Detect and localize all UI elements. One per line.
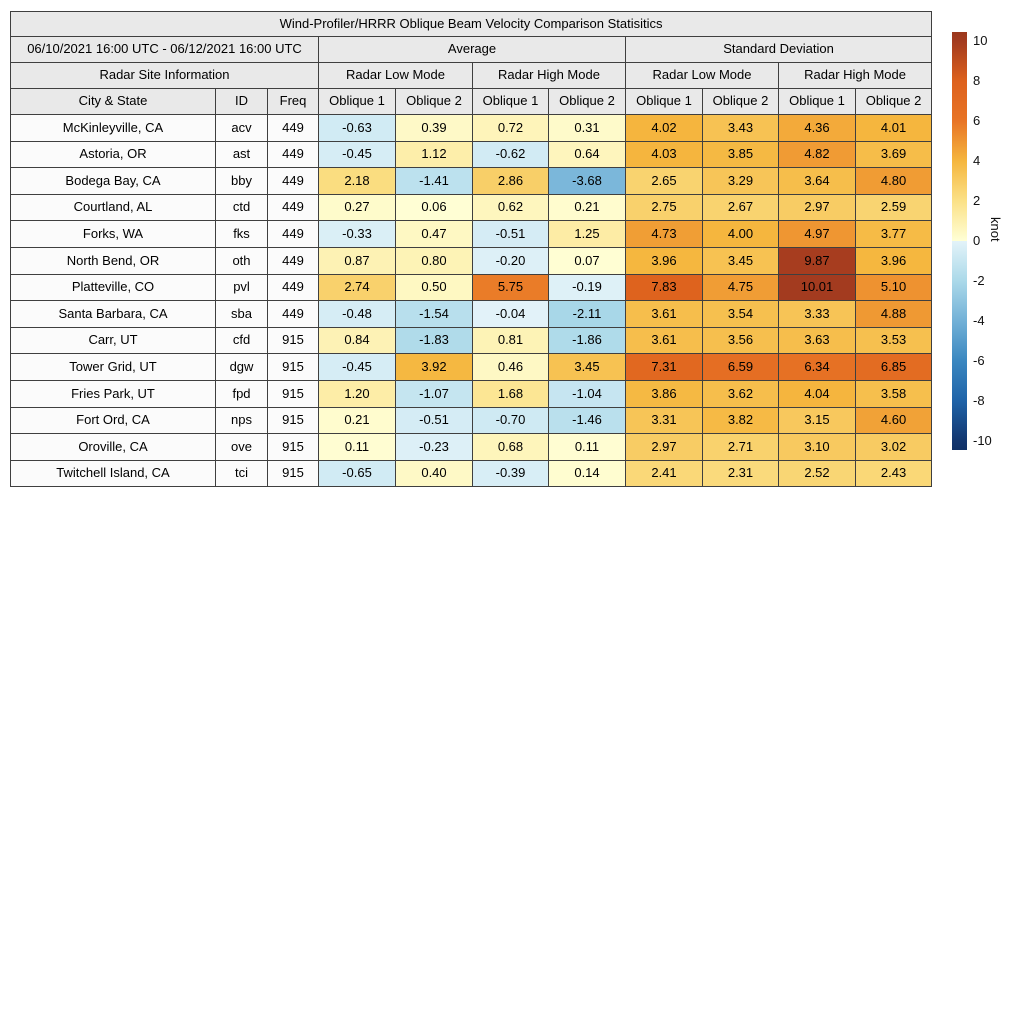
value-cell: 0.07 <box>549 247 626 274</box>
value-cell: -0.48 <box>319 301 396 328</box>
value-cell: 4.60 <box>856 407 932 434</box>
col-header-city-state: City & State <box>11 89 216 115</box>
group-header-std-dev: Standard Deviation <box>626 37 932 63</box>
value-cell: 3.43 <box>703 115 779 142</box>
value-cell: 0.87 <box>319 247 396 274</box>
freq-cell: 449 <box>268 221 319 248</box>
value-cell: 0.50 <box>396 274 473 301</box>
statistics-table <box>10 11 932 487</box>
col-header-oblique2-avg-high: Oblique 2 <box>549 89 626 115</box>
value-cell: 3.61 <box>626 301 703 328</box>
col-header-freq: Freq <box>268 89 319 115</box>
colorbar-gradient <box>952 32 967 450</box>
value-cell: 2.74 <box>319 274 396 301</box>
freq-cell: 915 <box>268 407 319 434</box>
value-cell: 0.47 <box>396 221 473 248</box>
value-cell: 3.15 <box>779 407 856 434</box>
mode-header-avg-low: Radar Low Mode <box>319 63 473 89</box>
value-cell: 3.58 <box>856 380 932 407</box>
site-id-cell: bby <box>216 168 268 195</box>
value-cell: 0.81 <box>473 327 549 354</box>
value-cell: 0.21 <box>319 407 396 434</box>
city-cell: Bodega Bay, CA <box>11 168 216 195</box>
colorbar-area <box>952 32 1024 450</box>
colorbar-tick-label: 0 <box>973 233 981 248</box>
table-row <box>11 141 932 168</box>
value-cell: 4.80 <box>856 168 932 195</box>
site-id-cell: pvl <box>216 274 268 301</box>
value-cell: 4.01 <box>856 115 932 142</box>
city-cell: Oroville, CA <box>11 434 216 461</box>
value-cell: -1.07 <box>396 380 473 407</box>
value-cell: 0.21 <box>549 194 626 221</box>
mode-header-std-low: Radar Low Mode <box>626 63 779 89</box>
city-cell: Courtland, AL <box>11 194 216 221</box>
mode-header-avg-high: Radar High Mode <box>473 63 626 89</box>
table-row <box>11 168 932 195</box>
value-cell: 10.01 <box>779 274 856 301</box>
value-cell: -1.83 <box>396 327 473 354</box>
colorbar-tick-label: -10 <box>973 433 992 448</box>
value-cell: 4.03 <box>626 141 703 168</box>
value-cell: 2.59 <box>856 194 932 221</box>
site-id-cell: acv <box>216 115 268 142</box>
value-cell: 0.62 <box>473 194 549 221</box>
value-cell: 6.85 <box>856 354 932 381</box>
freq-cell: 449 <box>268 194 319 221</box>
value-cell: -0.23 <box>396 434 473 461</box>
value-cell: 4.73 <box>626 221 703 248</box>
chart-title: Wind-Profiler/HRRR Oblique Beam Velocity Comparison Statisitics <box>11 12 932 37</box>
city-cell: Tower Grid, UT <box>11 354 216 381</box>
city-cell: McKinleyville, CA <box>11 115 216 142</box>
value-cell: 4.36 <box>779 115 856 142</box>
value-cell: 4.04 <box>779 380 856 407</box>
value-cell: 7.83 <box>626 274 703 301</box>
value-cell: 3.31 <box>626 407 703 434</box>
freq-cell: 449 <box>268 301 319 328</box>
value-cell: 4.75 <box>703 274 779 301</box>
value-cell: 0.64 <box>549 141 626 168</box>
col-header-oblique2-avg-low: Oblique 2 <box>396 89 473 115</box>
colorbar-tick-label: -2 <box>973 273 985 288</box>
value-cell: -0.33 <box>319 221 396 248</box>
value-cell: 0.27 <box>319 194 396 221</box>
colorbar-tick-label: 10 <box>973 32 988 48</box>
table-row <box>11 327 932 354</box>
group-header-row <box>11 37 932 63</box>
value-cell: 0.40 <box>396 460 473 487</box>
site-id-cell: fpd <box>216 380 268 407</box>
value-cell: -1.54 <box>396 301 473 328</box>
value-cell: 0.80 <box>396 247 473 274</box>
value-cell: 0.72 <box>473 115 549 142</box>
city-cell: Platteville, CO <box>11 274 216 301</box>
freq-cell: 449 <box>268 141 319 168</box>
site-id-cell: ast <box>216 141 268 168</box>
value-cell: 9.87 <box>779 247 856 274</box>
col-header-oblique1-std-high: Oblique 1 <box>779 89 856 115</box>
freq-cell: 449 <box>268 115 319 142</box>
value-cell: 2.41 <box>626 460 703 487</box>
value-cell: 3.53 <box>856 327 932 354</box>
table-row <box>11 221 932 248</box>
table-row <box>11 115 932 142</box>
table-row <box>11 434 932 461</box>
value-cell: 0.11 <box>319 434 396 461</box>
table-row <box>11 274 932 301</box>
site-id-cell: nps <box>216 407 268 434</box>
value-cell: 2.97 <box>779 194 856 221</box>
site-id-cell: sba <box>216 301 268 328</box>
value-cell: 3.69 <box>856 141 932 168</box>
site-id-cell: fks <box>216 221 268 248</box>
value-cell: 1.20 <box>319 380 396 407</box>
value-cell: 3.54 <box>703 301 779 328</box>
value-cell: 7.31 <box>626 354 703 381</box>
value-cell: 3.02 <box>856 434 932 461</box>
value-cell: 2.97 <box>626 434 703 461</box>
value-cell: 3.85 <box>703 141 779 168</box>
value-cell: 0.46 <box>473 354 549 381</box>
value-cell: -3.68 <box>549 168 626 195</box>
city-cell: North Bend, OR <box>11 247 216 274</box>
col-header-oblique2-std-low: Oblique 2 <box>703 89 779 115</box>
table-row <box>11 354 932 381</box>
value-cell: 3.45 <box>703 247 779 274</box>
value-cell: 2.86 <box>473 168 549 195</box>
value-cell: 1.68 <box>473 380 549 407</box>
value-cell: 4.82 <box>779 141 856 168</box>
value-cell: 0.31 <box>549 115 626 142</box>
freq-cell: 449 <box>268 247 319 274</box>
value-cell: 3.62 <box>703 380 779 407</box>
city-cell: Santa Barbara, CA <box>11 301 216 328</box>
value-cell: 3.82 <box>703 407 779 434</box>
colorbar-unit-label: knot <box>988 217 1003 242</box>
value-cell: 0.11 <box>549 434 626 461</box>
value-cell: 1.25 <box>549 221 626 248</box>
group-header-average: Average <box>319 37 626 63</box>
value-cell: 3.56 <box>703 327 779 354</box>
value-cell: 3.77 <box>856 221 932 248</box>
colorbar-tick-label: 8 <box>973 73 981 88</box>
freq-cell: 915 <box>268 380 319 407</box>
title-row <box>11 12 932 37</box>
col-header-oblique1-std-low: Oblique 1 <box>626 89 703 115</box>
site-id-cell: cfd <box>216 327 268 354</box>
value-cell: -1.86 <box>549 327 626 354</box>
value-cell: 0.14 <box>549 460 626 487</box>
value-cell: -0.65 <box>319 460 396 487</box>
column-header-row <box>11 89 932 115</box>
freq-cell: 915 <box>268 460 319 487</box>
value-cell: 3.45 <box>549 354 626 381</box>
colorbar-tick-label: 2 <box>973 193 981 208</box>
colorbar-tick-label: -6 <box>973 353 985 368</box>
value-cell: 0.06 <box>396 194 473 221</box>
value-cell: -1.46 <box>549 407 626 434</box>
table-row <box>11 301 932 328</box>
mode-header-row <box>11 63 932 89</box>
site-id-cell: ctd <box>216 194 268 221</box>
value-cell: -0.45 <box>319 141 396 168</box>
city-cell: Carr, UT <box>11 327 216 354</box>
value-cell: -0.70 <box>473 407 549 434</box>
table-row <box>11 380 932 407</box>
mode-header-std-high: Radar High Mode <box>779 63 932 89</box>
value-cell: 6.59 <box>703 354 779 381</box>
radar-site-info-header: Radar Site Information <box>11 63 319 89</box>
value-cell: 3.86 <box>626 380 703 407</box>
freq-cell: 449 <box>268 168 319 195</box>
value-cell: 3.61 <box>626 327 703 354</box>
freq-cell: 915 <box>268 354 319 381</box>
freq-cell: 915 <box>268 327 319 354</box>
value-cell: -0.45 <box>319 354 396 381</box>
value-cell: 3.96 <box>626 247 703 274</box>
value-cell: -0.63 <box>319 115 396 142</box>
value-cell: 2.67 <box>703 194 779 221</box>
value-cell: 4.02 <box>626 115 703 142</box>
table-body <box>11 115 932 487</box>
value-cell: 3.64 <box>779 168 856 195</box>
col-header-oblique1-avg-high: Oblique 1 <box>473 89 549 115</box>
site-id-cell: dgw <box>216 354 268 381</box>
value-cell: -0.51 <box>396 407 473 434</box>
colorbar-tick-label: 6 <box>973 113 981 128</box>
value-cell: 2.52 <box>779 460 856 487</box>
value-cell: 6.34 <box>779 354 856 381</box>
statistics-table-area <box>10 11 932 487</box>
site-id-cell: oth <box>216 247 268 274</box>
value-cell: 0.39 <box>396 115 473 142</box>
value-cell: -1.41 <box>396 168 473 195</box>
value-cell: -0.04 <box>473 301 549 328</box>
city-cell: Twitchell Island, CA <box>11 460 216 487</box>
value-cell: 3.29 <box>703 168 779 195</box>
col-header-id: ID <box>216 89 268 115</box>
site-id-cell: ove <box>216 434 268 461</box>
value-cell: -0.62 <box>473 141 549 168</box>
table-row <box>11 247 932 274</box>
value-cell: 0.68 <box>473 434 549 461</box>
value-cell: 4.00 <box>703 221 779 248</box>
value-cell: 0.84 <box>319 327 396 354</box>
value-cell: 3.96 <box>856 247 932 274</box>
value-cell: 2.43 <box>856 460 932 487</box>
value-cell: 2.18 <box>319 168 396 195</box>
value-cell: 5.10 <box>856 274 932 301</box>
value-cell: 4.97 <box>779 221 856 248</box>
value-cell: -1.04 <box>549 380 626 407</box>
value-cell: -0.20 <box>473 247 549 274</box>
city-cell: Fort Ord, CA <box>11 407 216 434</box>
colorbar-tick-label: -8 <box>973 393 985 408</box>
table-row <box>11 460 932 487</box>
table-row <box>11 194 932 221</box>
value-cell: 2.75 <box>626 194 703 221</box>
freq-cell: 449 <box>268 274 319 301</box>
time-period: 06/10/2021 16:00 UTC - 06/12/2021 16:00 UTC <box>11 37 319 63</box>
colorbar-tick-label: -4 <box>973 313 985 328</box>
value-cell: 2.71 <box>703 434 779 461</box>
site-id-cell: tci <box>216 460 268 487</box>
value-cell: 2.31 <box>703 460 779 487</box>
value-cell: 3.10 <box>779 434 856 461</box>
value-cell: -0.39 <box>473 460 549 487</box>
value-cell: 2.65 <box>626 168 703 195</box>
city-cell: Forks, WA <box>11 221 216 248</box>
freq-cell: 915 <box>268 434 319 461</box>
col-header-oblique2-std-high: Oblique 2 <box>856 89 932 115</box>
value-cell: -0.51 <box>473 221 549 248</box>
city-cell: Fries Park, UT <box>11 380 216 407</box>
value-cell: 4.88 <box>856 301 932 328</box>
col-header-oblique1-avg-low: Oblique 1 <box>319 89 396 115</box>
colorbar-tick-label: 4 <box>973 153 981 168</box>
value-cell: -0.19 <box>549 274 626 301</box>
value-cell: 3.33 <box>779 301 856 328</box>
value-cell: -2.11 <box>549 301 626 328</box>
value-cell: 3.63 <box>779 327 856 354</box>
value-cell: 3.92 <box>396 354 473 381</box>
table-row <box>11 407 932 434</box>
value-cell: 5.75 <box>473 274 549 301</box>
city-cell: Astoria, OR <box>11 141 216 168</box>
value-cell: 1.12 <box>396 141 473 168</box>
